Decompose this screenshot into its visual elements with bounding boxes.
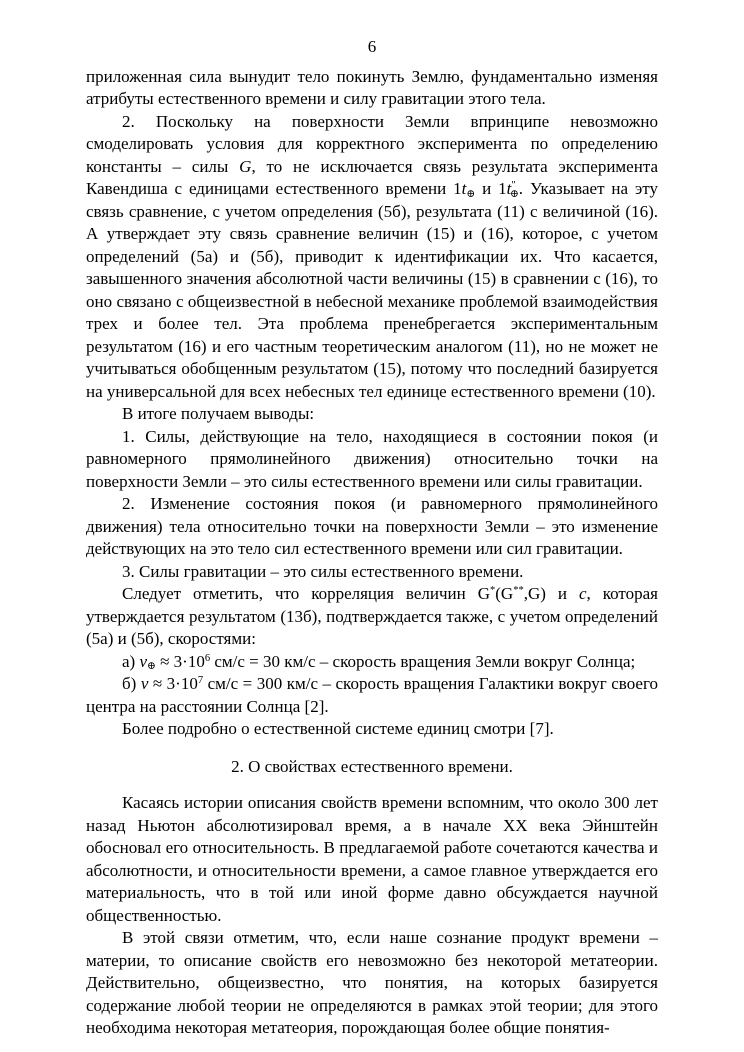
text-run: 2. Изменение состояния покоя (и равномерного прямолинейного движения) тела относительно точки на поверхности Земли – это изменение действующих на это тело сил естественного времени или сил гравитации.: [86, 494, 658, 558]
text-run: Более подробно о естественной системе единиц смотри [7].: [122, 719, 554, 738]
formula-run: ⊕: [147, 661, 156, 673]
text-run: б): [122, 674, 141, 693]
text-run: см/с = 300 км/с – скорость вращения Галактики вокруг своего центра на расстоянии Солнца [2].: [86, 674, 659, 716]
text-run: ,G) и: [523, 584, 579, 603]
paragraph: [86, 403, 658, 426]
formula-run: G: [239, 156, 252, 176]
formula-run: t: [461, 179, 467, 198]
text-run: и 1: [475, 179, 507, 198]
text-run: . Указывает на эту связь сравнение, с учетом определения (5б), результата (11) с величиной (16). А утверждает эту связь сравнение величин (15) и (16), которое, с учетом определений (5а) и (5б), приводит к идентификации их. Что касается, завышенного значения абсолютной части величины (15) в сравнении с (16), то оно связано с общеизвестной в небесной механике проблемой взаимодействия трех и более тел. Эта проблема пренебрегается экспериментальным результатом (16) и его частным теоретическим аналогом (11), но не может не учитываться обобщенным результатом (15), потому что последний базируется на универсальной для всех небесных тел единице естественного времени (10).: [86, 179, 658, 401]
text-run: приложенная сила вынудит тело покинуть Землю, фундаментально изменяя атрибуты естественного времени и силу гравитации этого тела.: [86, 66, 658, 108]
text-run: , которая утверждается результатом (13б), подтверждается также, с учетом определений (5а) и (5б), скоростями:: [86, 584, 658, 648]
paragraph: [86, 66, 658, 111]
text-run: 1. Силы, действующие на тело, находящиеся в состоянии покоя (и равномерного прямолинейного движения) относительно точки на поверхности Земли – это силы естественного времени или силы гравитации.: [86, 426, 658, 491]
formula-run: *: [489, 585, 496, 597]
formula-run: v: [139, 651, 148, 671]
paragraph: [86, 426, 658, 494]
formula-run: ″: [511, 180, 516, 192]
formula-run: ⊕: [509, 188, 519, 200]
document-body: [86, 66, 658, 1040]
text-run: В этой связи отметим, что, если наше сознание продукт времени – материи, то описание свойств его невозможно без некоторой метатеории. Действительно, общеизвестно, что понятия, на которых базируется содержание любой теории не определяются в рамках этой теории; для этого необходима некоторая метатеория, порождающая более общие понятия-: [86, 928, 658, 1037]
section-heading: [86, 756, 658, 779]
text-run: 2. Поскольку на поверхности Земли впринципе невозможно смоделировать условия для корректного эксперимента по определению константы – силы: [86, 111, 658, 176]
formula-run: **: [513, 585, 524, 597]
page-number: 6: [367, 37, 377, 56]
paragraph: [86, 111, 658, 404]
text-run: а): [122, 651, 140, 671]
text-run: 2. О свойствах естественного времени.: [231, 756, 513, 776]
text-run: (G: [495, 584, 514, 603]
text-run: Касаясь истории описания свойств времени вспомним, что около 300 лет назад Ньютон абсолютизировал время, а в начале XX века Эйнштейн обосновал его относительность. В предлагаемой работе сочетаются качества и абсолютности, и относительности времени, а самое главное утверждается его материальность, что в той или иной форме давно обсуждается научной общественностью.: [86, 793, 658, 925]
text-run: В итоге получаем выводы:: [122, 404, 315, 423]
text-run: Следует отметить, что корреляция величин G: [122, 584, 490, 603]
formula-run: 7: [197, 675, 204, 687]
text-run: см/с = 30 км/с – скорость вращения Земли вокруг Солнца;: [210, 651, 636, 671]
formula-run: v: [140, 674, 149, 693]
paragraph: [86, 927, 658, 1040]
text-run: ≈ 3·10: [148, 674, 198, 693]
text-run: ≈ 3·10: [155, 651, 205, 671]
paragraph: [86, 792, 658, 927]
text-run: 3. Силы гравитации – это силы естественного времени.: [122, 561, 524, 581]
paragraph: [86, 651, 658, 674]
paragraph: [86, 561, 658, 584]
formula-run: c: [578, 584, 587, 603]
formula-run: 6: [204, 652, 211, 664]
paragraph: [86, 718, 658, 741]
formula-run: ⊕: [466, 188, 476, 200]
paragraph: [86, 673, 658, 718]
text-run: , то не исключается связь результата эксперимента Кавендиша с единицами естественного времени 1: [86, 156, 658, 198]
formula-run: t: [506, 179, 512, 198]
paragraph: [86, 583, 658, 651]
paragraph: [86, 493, 658, 561]
